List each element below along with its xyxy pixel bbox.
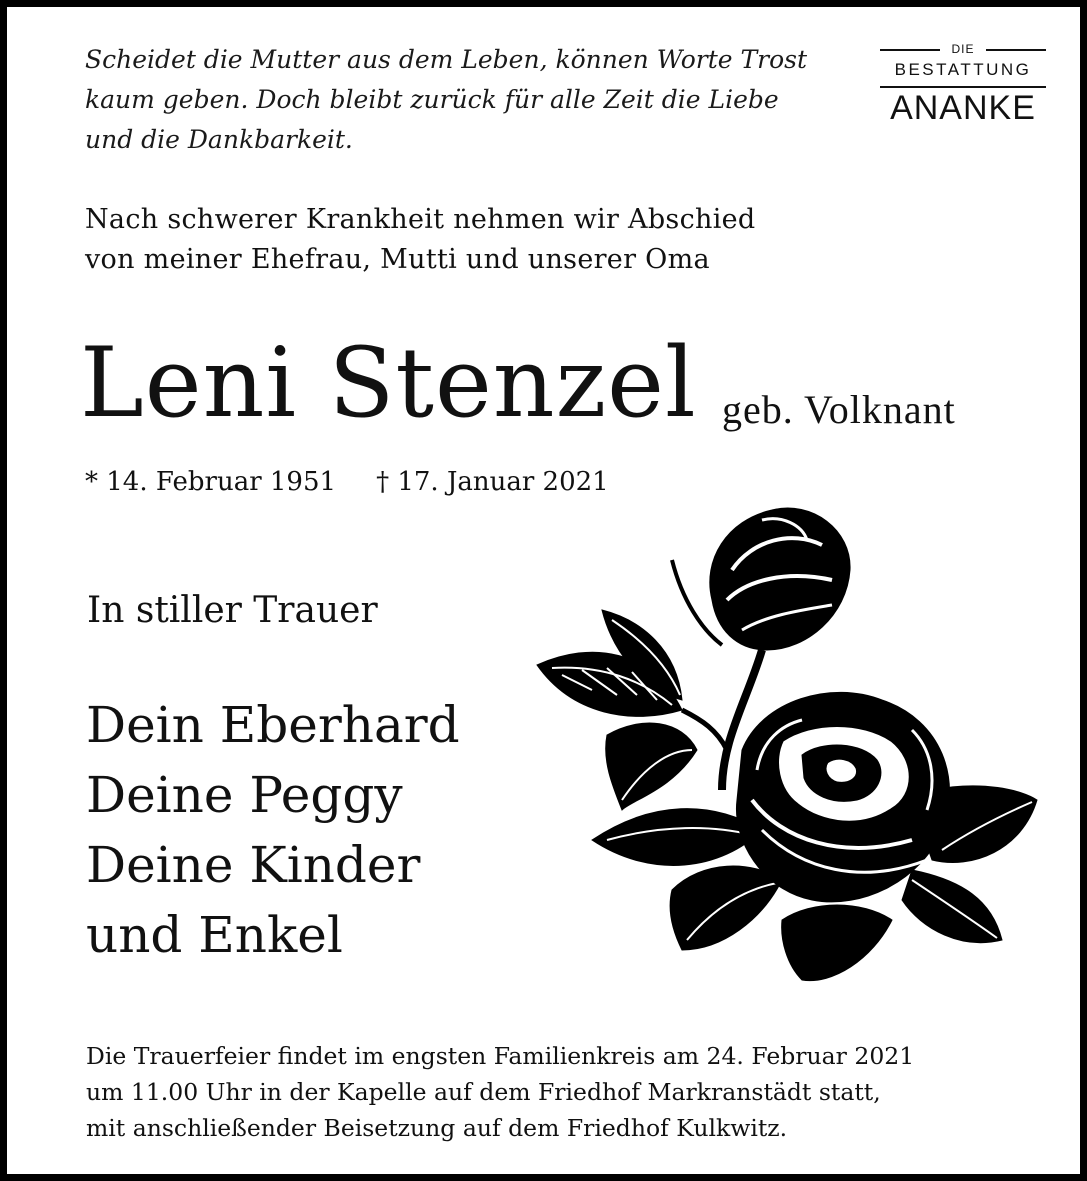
intro-line: Nach schwerer Krankheit nehmen wir Abschied (85, 204, 756, 235)
poem-line: kaum geben. Doch bleibt zurück für alle Zeit die Liebe (85, 85, 779, 114)
intro-line: von meiner Ehefrau, Mutti und unserer Oma (85, 244, 710, 275)
service-details (86, 1038, 914, 1146)
deceased-name: Leni Stenzel (80, 327, 697, 439)
birth-date: * 14. Februar 1951 (85, 467, 337, 497)
logo-die: DIE (951, 42, 975, 56)
poem-line: Scheidet die Mutter aus dem Leben, können Worte Trost (85, 45, 808, 74)
family-member: Deine Kinder (86, 836, 421, 894)
logo-bestattung: BESTATTUNG (894, 60, 1032, 79)
intro-text (85, 200, 756, 280)
rose-illustration-icon (532, 500, 1042, 990)
life-dates (85, 464, 609, 500)
service-line: Die Trauerfeier findet im engsten Familienkreis am 24. Februar 2021 (86, 1042, 915, 1070)
poem-line: und die Dankbarkeit. (85, 125, 353, 154)
service-line: um 11.00 Uhr in der Kapelle auf dem Friedhof Markranstädt statt, (86, 1078, 881, 1106)
poem-quote (85, 40, 807, 160)
mourning-line: In stiller Trauer (87, 590, 378, 631)
death-date: † 17. Januar 2021 (376, 467, 609, 497)
family-signatures (86, 690, 460, 970)
family-member: Dein Eberhard (86, 696, 460, 754)
logo-separator (880, 86, 1046, 88)
logo-ananke: ANANKE (890, 89, 1036, 127)
service-line: mit anschließender Beisetzung auf dem Friedhof Kulkwitz. (86, 1114, 788, 1142)
birth-name: geb. Volknant (722, 387, 956, 432)
funeral-home-logo (880, 42, 1046, 126)
family-member: und Enkel (86, 906, 343, 964)
family-member: Deine Peggy (86, 766, 403, 824)
